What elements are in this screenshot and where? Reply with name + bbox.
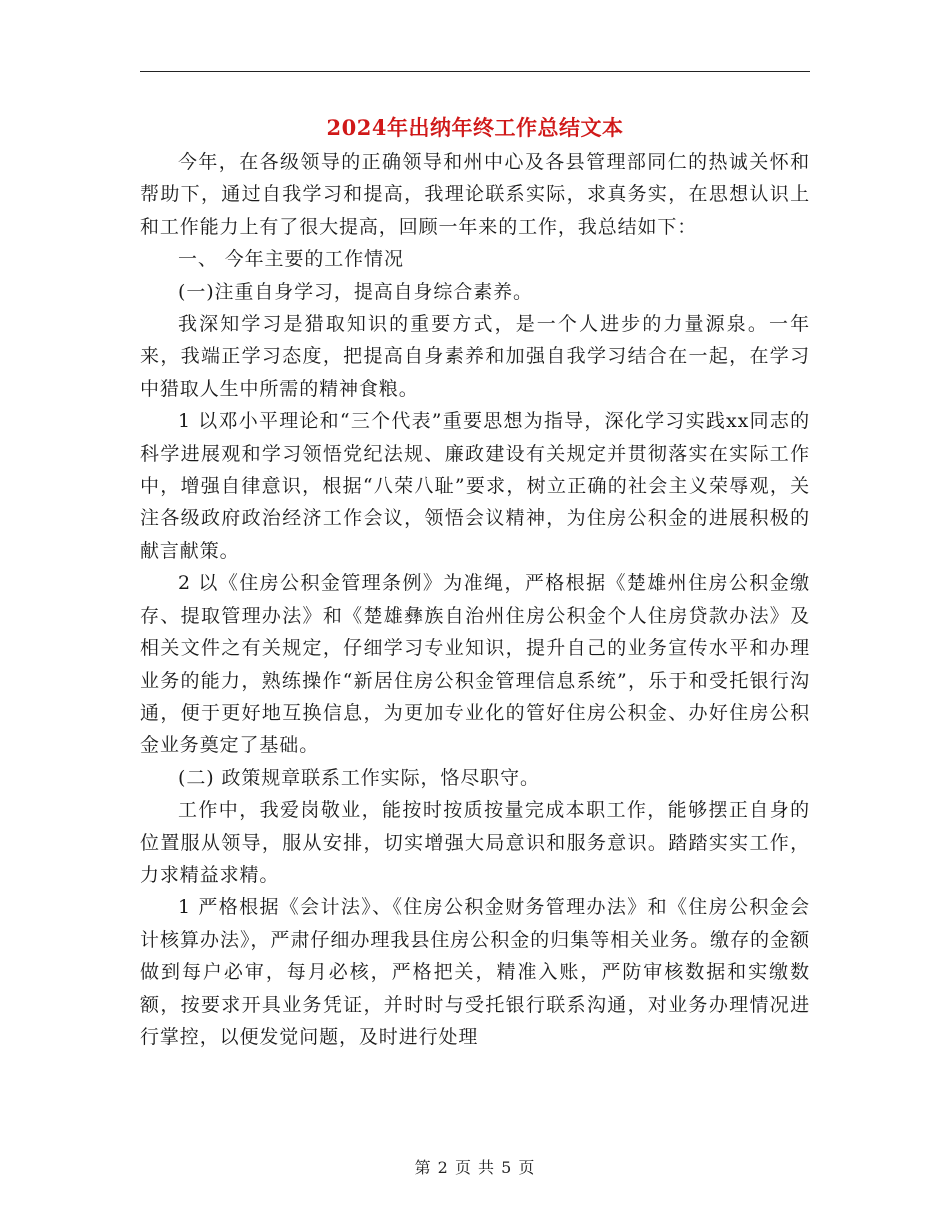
paragraph: 今年，在各级领导的正确领导和州中心及各县管理部同仁的热诚关怀和帮助下，通过自我学习和提高，我理论联系实际，求真务实，在思想认识上和工作能力上有了很大提高，回顾一年来的工作，我总结如下： <box>140 151 810 238</box>
section-heading: 一、 今年主要的工作情况 <box>178 248 404 271</box>
paragraph: 1 以邓小平理论和“三个代表”重要思想为指导，深化学习实践xx同志的科学进展观和学习领悟党纪法规、廉政建设有关规定并贯彻落实在实际工作中，增强自律意识，根据“八荣八耻”要求，树立正确的社会主义荣辱观，关注各级政府政治经济工作会议，领悟会议精神，为住房公积金的进展积极的献言献策。 <box>140 410 810 562</box>
document-title: 2024年出纳年终工作总结文本 <box>326 115 624 140</box>
header-rule <box>140 71 810 72</box>
document-body <box>140 146 810 1053</box>
subsection-heading: (一)注重自身学习，提高自身综合素养。 <box>178 280 533 303</box>
paragraph: 工作中，我爱岗敬业，能按时按质按量完成本职工作，能够摆正自身的位置服从领导，服从安排，切实增强大局意识和服务意识。踏踏实实工作，力求精益求精。 <box>140 799 810 886</box>
page-footer: 第 2 页 共 5 页 <box>414 1158 536 1177</box>
paragraph: 2 以《住房公积金管理条例》为准绳，严格根据《楚雄州住房公积金缴存、提取管理办法》和《楚雄彝族自治州住房公积金个人住房贷款办法》及相关文件之有关规定，仔细学习专业知识，提升自己的业务宣传水平和办理业务的能力，熟练操作“新居住房公积金管理信息系统”，乐于和受托银行沟通，便于更好地互换信息，为更加专业化的管好住房公积金、办好住房公积金业务奠定了基础。 <box>140 572 810 757</box>
subsection-heading: (二) 政策规章联系工作实际，恪尽职守。 <box>178 766 540 789</box>
paragraph: 我深知学习是猎取知识的重要方式，是一个人进步的力量源泉。一年来，我端正学习态度，把提高自身素养和加强自我学习结合在一起，在学习中猎取人生中所需的精神食粮。 <box>140 313 810 400</box>
paragraph: 1 严格根据《会计法》、《住房公积金财务管理办法》和《住房公积金会计核算办法》，严肃仔细办理我县住房公积金的归集等相关业务。缴存的金额做到每户必审，每月必核，严格把关，精准入账，严防审核数据和实缴数额，按要求开具业务凭证，并时时与受托银行联系沟通，对业务办理情况进行掌控，以便发觉问题，及时进行处理 <box>140 896 810 1048</box>
